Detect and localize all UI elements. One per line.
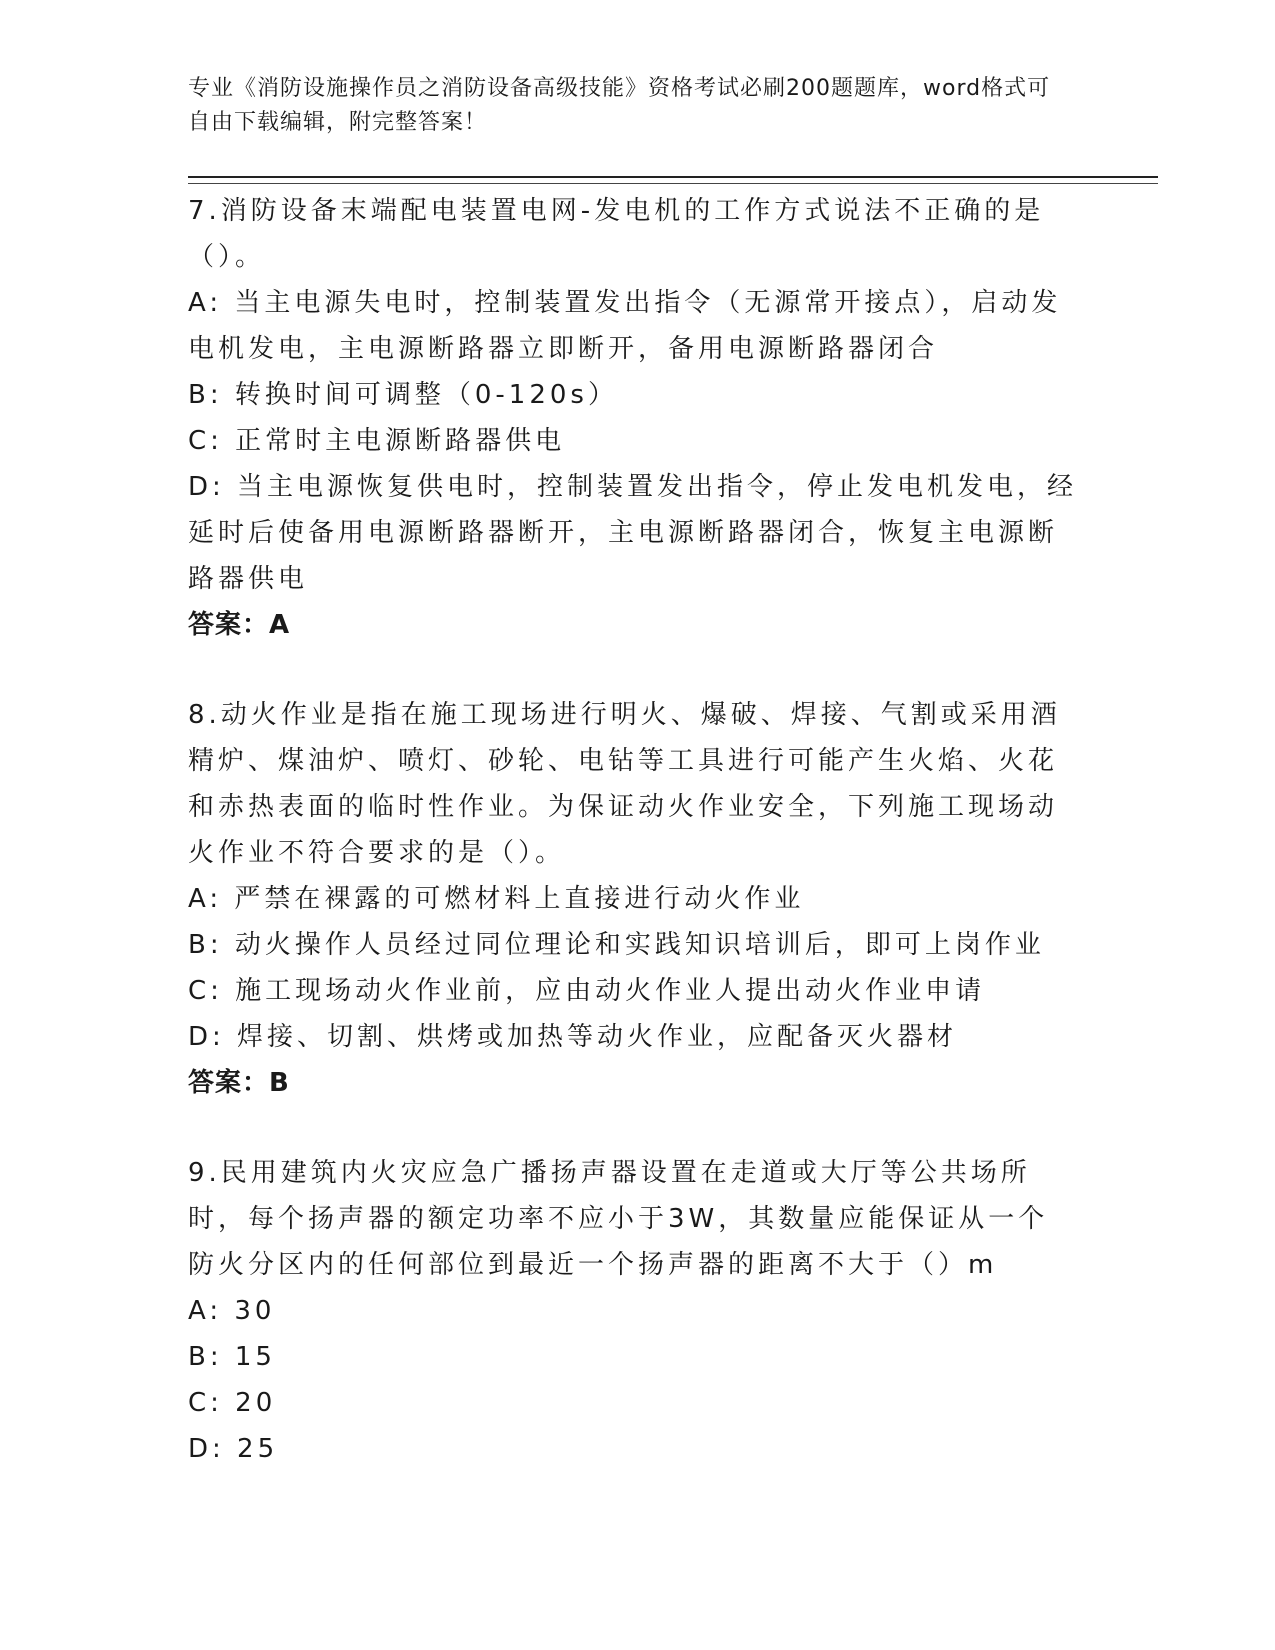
option-a: A: 严禁在裸露的可燃材料上直接进行动火作业: [188, 884, 805, 914]
question-7: [188, 188, 1078, 648]
header-divider-thin: [188, 183, 1158, 184]
option-b: B: 动火操作人员经过同位理论和实践知识培训后，即可上岗作业: [188, 930, 1045, 960]
option-d: D: 25: [188, 1434, 279, 1464]
option-b: B: 转换时间可调整（0-120s）: [188, 380, 618, 410]
answer-label: 答案：B: [188, 1068, 290, 1098]
question-stem: 7.消防设备末端配电装置电网-发电机的工作方式说法不正确的是（）。: [188, 196, 1045, 272]
option-d: D: 焊接、切割、烘烤或加热等动火作业，应配备灭火器材: [188, 1022, 958, 1052]
question-8: [188, 692, 1078, 1106]
option-b: B: 15: [188, 1342, 276, 1372]
answer-label: 答案：A: [188, 610, 291, 640]
question-list: [188, 188, 1078, 1516]
option-a: A: 30: [188, 1296, 276, 1326]
question-stem: 8.动火作业是指在施工现场进行明火、爆破、焊接、气割或采用酒精炉、煤油炉、喷灯、砂轮、电钻等工具进行可能产生火焰、火花和赤热表面的临时性作业。为保证动火作业安全，下列施工现场动火作业不符合要求的是（）。: [188, 700, 1061, 868]
header-divider-thick: [188, 176, 1158, 178]
option-a: A: 当主电源失电时，控制装置发出指令（无源常开接点），启动发电机发电，主电源断路器立即断开，备用电源断路器闭合: [188, 288, 1062, 364]
option-c: C: 施工现场动火作业前，应由动火作业人提出动火作业申请: [188, 976, 986, 1006]
option-d: D: 当主电源恢复供电时，控制装置发出指令，停止发电机发电，经延时后使备用电源断路器断开，主电源断路器闭合，恢复主电源断路器供电: [188, 472, 1078, 594]
question-stem: 9.民用建筑内火灾应急广播扬声器设置在走道或大厅等公共场所时，每个扬声器的额定功率不应小于3W，其数量应能保证从一个防火分区内的任何部位到最近一个扬声器的距离不大于（）m: [188, 1158, 1049, 1280]
option-c: C: 正常时主电源断路器供电: [188, 426, 566, 456]
document-header: 专业《消防设施操作员之消防设备高级技能》资格考试必刷200题题库，word格式可自由下载编辑，附完整答案！: [188, 76, 1051, 135]
option-c: C: 20: [188, 1388, 277, 1418]
question-9: [188, 1150, 1078, 1472]
